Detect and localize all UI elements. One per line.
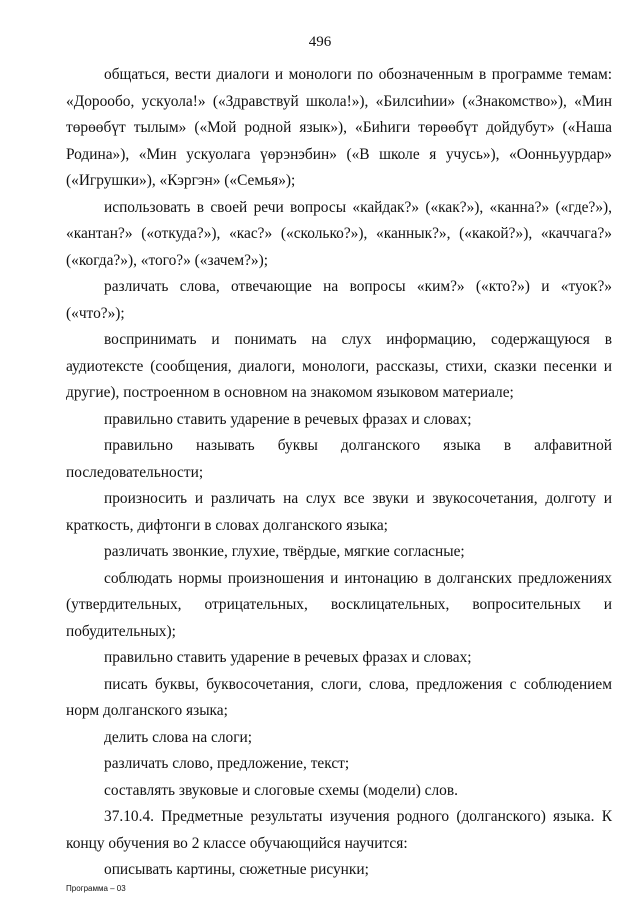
paragraph: произносить и различать на слух все звуки и звукосочетания, долготу и краткость, дифтонги в словах долганского языка; <box>66 490 612 534</box>
paragraph: различать слова, отвечающие на вопросы «ким?» («кто?») и «туок?» («что?»); <box>66 278 612 322</box>
paragraph: правильно ставить ударение в речевых фразах и словах; <box>104 410 472 428</box>
document-body <box>66 62 612 884</box>
page-number: 496 <box>308 34 332 50</box>
paragraph: использовать в своей речи вопросы «кайдак?» («как?»), «канна?» («где?»), «кантан?» («откуда?»), «кас?» («сколько?»), «каннык?», («какой?»), «каччага?» («когда?»), «того?» («зачем?»); <box>66 198 612 269</box>
section-heading-paragraph: 37.10.4. Предметные результаты изучения родного (долганского) языка. К концу обучения во 2 классе обучающийся научится: <box>66 808 612 852</box>
paragraph: общаться, вести диалоги и монологи по обозначенным в программе темам: «Дорообо, ускуола!» («Здравствуй школа!»), «Билсиһии» («Знакомство»), «Мин төрөөбүт тылым» («Мой родной язык»), «Биһиги төрөөбүт дойдубут» («Наша Родина»), «Мин ускуолага үөрэнэбин» («В школе я учусь»), «Оонньуурдар» («Игрушки»), «Кэргэн» («Семья»); <box>66 66 612 189</box>
paragraph: составлять звуковые и слоговые схемы (модели) слов. <box>104 781 458 799</box>
paragraph: различать звонкие, глухие, твёрдые, мягкие согласные; <box>104 543 465 560</box>
footer-label: Программа – 03 <box>66 884 126 893</box>
paragraph: писать буквы, буквосочетания, слоги, слова, предложения с соблюдением норм долганского языка; <box>66 675 612 719</box>
paragraph: делить слова на слоги; <box>104 728 253 746</box>
paragraph: правильно называть буквы долганского языка в алфавитной последовательности; <box>66 437 612 481</box>
paragraph: правильно ставить ударение в речевых фразах и словах; <box>104 649 472 666</box>
paragraph: различать слово, предложение, текст; <box>104 755 350 772</box>
paragraph: соблюдать нормы произношения и интонацию в долганских предложениях (утвердительных, отрицательных, восклицательных, вопросительных и побудительных); <box>66 569 612 640</box>
paragraph: воспринимать и понимать на слух информацию, содержащуюся в аудиотексте (сообщения, диалоги, монологи, рассказы, стихи, сказки песенки и другие), построенном в основном на знакомом языковом материале; <box>66 331 612 401</box>
paragraph: описывать картины, сюжетные рисунки; <box>104 861 369 878</box>
